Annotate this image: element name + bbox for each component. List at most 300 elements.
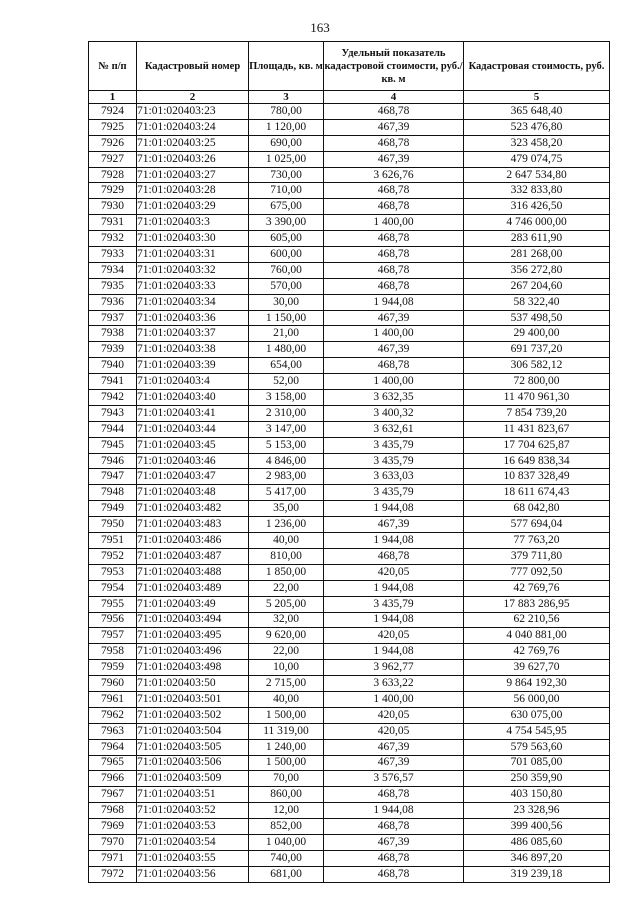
cadastral-number-cell: 71:01:020403:31 — [137, 247, 249, 263]
cadastral-value-cell: 356 272,80 — [464, 262, 610, 278]
specific-value-cell: 468,78 — [324, 850, 464, 866]
cadastral-value-cell: 23 328,96 — [464, 803, 610, 819]
table-row — [89, 707, 610, 723]
specific-value-cell: 3 400,32 — [324, 405, 464, 421]
cadastral-number-cell: 71:01:020403:53 — [137, 819, 249, 835]
row-number-cell: 7963 — [89, 723, 137, 739]
area-cell: 760,00 — [249, 262, 324, 278]
table-row — [89, 104, 610, 120]
table-row — [89, 739, 610, 755]
cadastral-number-cell: 71:01:020403:25 — [137, 135, 249, 151]
area-cell: 852,00 — [249, 819, 324, 835]
cadastral-value-cell: 579 563,60 — [464, 739, 610, 755]
column-number: 2 — [137, 91, 249, 104]
area-cell: 675,00 — [249, 199, 324, 215]
specific-value-cell: 1 400,00 — [324, 374, 464, 390]
cadastral-value-cell: 42 769,76 — [464, 580, 610, 596]
row-number-cell: 7930 — [89, 199, 137, 215]
area-cell: 5 417,00 — [249, 485, 324, 501]
cadastral-value-cell: 365 648,40 — [464, 104, 610, 120]
table-row — [89, 358, 610, 374]
cadastral-value-cell: 56 000,00 — [464, 691, 610, 707]
header-cadastral-number: Кадастровый номер — [137, 42, 249, 91]
area-cell: 3 147,00 — [249, 421, 324, 437]
cadastral-value-cell: 4 040 881,00 — [464, 628, 610, 644]
specific-value-cell: 467,39 — [324, 119, 464, 135]
cadastral-number-cell: 71:01:020403:486 — [137, 533, 249, 549]
cadastral-value-cell: 16 649 838,34 — [464, 453, 610, 469]
row-number-cell: 7941 — [89, 374, 137, 390]
specific-value-cell: 468,78 — [324, 262, 464, 278]
row-number-cell: 7934 — [89, 262, 137, 278]
area-cell: 35,00 — [249, 501, 324, 517]
area-cell: 5 205,00 — [249, 596, 324, 612]
area-cell: 730,00 — [249, 167, 324, 183]
table-row — [89, 564, 610, 580]
cadastral-value-cell: 11 470 961,30 — [464, 390, 610, 406]
specific-value-cell: 3 633,03 — [324, 469, 464, 485]
table-row — [89, 755, 610, 771]
column-number: 1 — [89, 91, 137, 104]
row-number-cell: 7939 — [89, 342, 137, 358]
cadastral-value-cell: 4 746 000,00 — [464, 215, 610, 231]
cadastral-number-cell: 71:01:020403:45 — [137, 437, 249, 453]
cadastral-number-cell: 71:01:020403:489 — [137, 580, 249, 596]
cadastral-number-cell: 71:01:020403:40 — [137, 390, 249, 406]
cadastral-number-cell: 71:01:020403:26 — [137, 151, 249, 167]
row-number-cell: 7972 — [89, 866, 137, 882]
area-cell: 1 500,00 — [249, 707, 324, 723]
row-number-cell: 7940 — [89, 358, 137, 374]
cadastral-value-cell: 379 711,80 — [464, 548, 610, 564]
cadastral-value-cell: 577 694,04 — [464, 517, 610, 533]
table-header-row — [89, 42, 610, 91]
cadastral-number-cell: 71:01:020403:501 — [137, 691, 249, 707]
specific-value-cell: 3 962,77 — [324, 660, 464, 676]
cadastral-value-cell: 17 704 625,87 — [464, 437, 610, 453]
area-cell: 681,00 — [249, 866, 324, 882]
column-number: 4 — [324, 91, 464, 104]
row-number-cell: 7924 — [89, 104, 137, 120]
table-row — [89, 183, 610, 199]
row-number-cell: 7945 — [89, 437, 137, 453]
specific-value-cell: 3 576,57 — [324, 771, 464, 787]
specific-value-cell: 1 400,00 — [324, 215, 464, 231]
area-cell: 690,00 — [249, 135, 324, 151]
cadastral-value-cell: 332 833,80 — [464, 183, 610, 199]
header-number: № п/п — [89, 42, 137, 91]
area-cell: 600,00 — [249, 247, 324, 263]
column-number-row — [89, 91, 610, 104]
area-cell: 40,00 — [249, 533, 324, 549]
table-row — [89, 803, 610, 819]
cadastral-value-cell: 346 897,20 — [464, 850, 610, 866]
cadastral-value-cell: 11 431 823,67 — [464, 421, 610, 437]
specific-value-cell: 468,78 — [324, 135, 464, 151]
cadastral-number-cell: 71:01:020403:23 — [137, 104, 249, 120]
specific-value-cell: 467,39 — [324, 517, 464, 533]
specific-value-cell: 467,39 — [324, 834, 464, 850]
specific-value-cell: 467,39 — [324, 310, 464, 326]
column-number: 5 — [464, 91, 610, 104]
cadastral-number-cell: 71:01:020403:483 — [137, 517, 249, 533]
table-row — [89, 215, 610, 231]
specific-value-cell: 420,05 — [324, 723, 464, 739]
table-row — [89, 247, 610, 263]
cadastral-value-cell: 58 322,40 — [464, 294, 610, 310]
specific-value-cell: 1 944,08 — [324, 501, 464, 517]
area-cell: 70,00 — [249, 771, 324, 787]
table-row — [89, 485, 610, 501]
specific-value-cell: 468,78 — [324, 183, 464, 199]
area-cell: 22,00 — [249, 580, 324, 596]
cadastral-value-cell: 68 042,80 — [464, 501, 610, 517]
table-row — [89, 771, 610, 787]
area-cell: 1 480,00 — [249, 342, 324, 358]
row-number-cell: 7946 — [89, 453, 137, 469]
specific-value-cell: 468,78 — [324, 278, 464, 294]
specific-value-cell: 1 944,08 — [324, 294, 464, 310]
cadastral-number-cell: 71:01:020403:50 — [137, 676, 249, 692]
row-number-cell: 7942 — [89, 390, 137, 406]
row-number-cell: 7951 — [89, 533, 137, 549]
specific-value-cell: 420,05 — [324, 707, 464, 723]
table-row — [89, 580, 610, 596]
table-row — [89, 342, 610, 358]
specific-value-cell: 1 944,08 — [324, 803, 464, 819]
cadastral-number-cell: 71:01:020403:28 — [137, 183, 249, 199]
row-number-cell: 7965 — [89, 755, 137, 771]
area-cell: 32,00 — [249, 612, 324, 628]
area-cell: 1 040,00 — [249, 834, 324, 850]
table-row — [89, 501, 610, 517]
header-cadastral-value: Кадастровая стоимость, руб. — [464, 42, 610, 91]
table-row — [89, 151, 610, 167]
cadastral-number-cell: 71:01:020403:46 — [137, 453, 249, 469]
row-number-cell: 7932 — [89, 231, 137, 247]
area-cell: 780,00 — [249, 104, 324, 120]
row-number-cell: 7969 — [89, 819, 137, 835]
area-cell: 2 715,00 — [249, 676, 324, 692]
row-number-cell: 7948 — [89, 485, 137, 501]
cadastral-value-cell: 2 647 534,80 — [464, 167, 610, 183]
cadastral-number-cell: 71:01:020403:38 — [137, 342, 249, 358]
cadastral-number-cell: 71:01:020403:505 — [137, 739, 249, 755]
cadastral-number-cell: 71:01:020403:509 — [137, 771, 249, 787]
table-row — [89, 167, 610, 183]
specific-value-cell: 420,05 — [324, 564, 464, 580]
table-row — [89, 612, 610, 628]
cadastral-value-cell: 630 075,00 — [464, 707, 610, 723]
row-number-cell: 7962 — [89, 707, 137, 723]
area-cell: 9 620,00 — [249, 628, 324, 644]
cadastral-value-table — [88, 41, 610, 883]
cadastral-number-cell: 71:01:020403:494 — [137, 612, 249, 628]
cadastral-number-cell: 71:01:020403:55 — [137, 850, 249, 866]
area-cell: 40,00 — [249, 691, 324, 707]
specific-value-cell: 420,05 — [324, 628, 464, 644]
row-number-cell: 7949 — [89, 501, 137, 517]
row-number-cell: 7947 — [89, 469, 137, 485]
specific-value-cell: 1 944,08 — [324, 612, 464, 628]
cadastral-value-cell: 403 150,80 — [464, 787, 610, 803]
cadastral-number-cell: 71:01:020403:4 — [137, 374, 249, 390]
header-area: Площадь, кв. м — [249, 42, 324, 91]
specific-value-cell: 468,78 — [324, 247, 464, 263]
area-cell: 11 319,00 — [249, 723, 324, 739]
area-cell: 570,00 — [249, 278, 324, 294]
cadastral-number-cell: 71:01:020403:41 — [137, 405, 249, 421]
cadastral-value-cell: 10 837 328,49 — [464, 469, 610, 485]
area-cell: 1 236,00 — [249, 517, 324, 533]
table-row — [89, 405, 610, 421]
row-number-cell: 7964 — [89, 739, 137, 755]
area-cell: 605,00 — [249, 231, 324, 247]
row-number-cell: 7943 — [89, 405, 137, 421]
area-cell: 10,00 — [249, 660, 324, 676]
table-row — [89, 390, 610, 406]
cadastral-number-cell: 71:01:020403:506 — [137, 755, 249, 771]
table-row — [89, 469, 610, 485]
specific-value-cell: 468,78 — [324, 104, 464, 120]
cadastral-value-cell: 323 458,20 — [464, 135, 610, 151]
cadastral-number-cell: 71:01:020403:48 — [137, 485, 249, 501]
cadastral-number-cell: 71:01:020403:51 — [137, 787, 249, 803]
area-cell: 810,00 — [249, 548, 324, 564]
row-number-cell: 7931 — [89, 215, 137, 231]
cadastral-value-cell: 486 085,60 — [464, 834, 610, 850]
specific-value-cell: 468,78 — [324, 819, 464, 835]
area-cell: 710,00 — [249, 183, 324, 199]
cadastral-number-cell: 71:01:020403:24 — [137, 119, 249, 135]
area-cell: 30,00 — [249, 294, 324, 310]
area-cell: 52,00 — [249, 374, 324, 390]
table-row — [89, 660, 610, 676]
table-row — [89, 437, 610, 453]
cadastral-value-cell: 9 864 192,30 — [464, 676, 610, 692]
row-number-cell: 7925 — [89, 119, 137, 135]
cadastral-number-cell: 71:01:020403:37 — [137, 326, 249, 342]
cadastral-number-cell: 71:01:020403:56 — [137, 866, 249, 882]
cadastral-number-cell: 71:01:020403:488 — [137, 564, 249, 580]
specific-value-cell: 3 633,22 — [324, 676, 464, 692]
cadastral-value-cell: 319 239,18 — [464, 866, 610, 882]
column-number: 3 — [249, 91, 324, 104]
row-number-cell: 7933 — [89, 247, 137, 263]
row-number-cell: 7966 — [89, 771, 137, 787]
cadastral-number-cell: 71:01:020403:36 — [137, 310, 249, 326]
area-cell: 740,00 — [249, 850, 324, 866]
cadastral-number-cell: 71:01:020403:47 — [137, 469, 249, 485]
row-number-cell: 7952 — [89, 548, 137, 564]
table-row — [89, 834, 610, 850]
row-number-cell: 7960 — [89, 676, 137, 692]
area-cell: 860,00 — [249, 787, 324, 803]
area-cell: 4 846,00 — [249, 453, 324, 469]
row-number-cell: 7936 — [89, 294, 137, 310]
cadastral-value-cell: 267 204,60 — [464, 278, 610, 294]
row-number-cell: 7928 — [89, 167, 137, 183]
specific-value-cell: 467,39 — [324, 755, 464, 771]
cadastral-number-cell: 71:01:020403:34 — [137, 294, 249, 310]
specific-value-cell: 1 400,00 — [324, 326, 464, 342]
table-row — [89, 691, 610, 707]
page-number: 163 — [310, 20, 330, 35]
row-number-cell: 7968 — [89, 803, 137, 819]
row-number-cell: 7927 — [89, 151, 137, 167]
row-number-cell: 7957 — [89, 628, 137, 644]
cadastral-number-cell: 71:01:020403:49 — [137, 596, 249, 612]
cadastral-number-cell: 71:01:020403:30 — [137, 231, 249, 247]
cadastral-value-cell: 39 627,70 — [464, 660, 610, 676]
specific-value-cell: 3 626,76 — [324, 167, 464, 183]
specific-value-cell: 3 435,79 — [324, 596, 464, 612]
cadastral-value-cell: 62 210,56 — [464, 612, 610, 628]
specific-value-cell: 3 435,79 — [324, 485, 464, 501]
table-row — [89, 135, 610, 151]
table-row — [89, 644, 610, 660]
table-row — [89, 850, 610, 866]
cadastral-value-cell: 250 359,90 — [464, 771, 610, 787]
cadastral-value-cell: 77 763,20 — [464, 533, 610, 549]
cadastral-value-cell: 777 092,50 — [464, 564, 610, 580]
table-row — [89, 231, 610, 247]
area-cell: 1 120,00 — [249, 119, 324, 135]
table-row — [89, 294, 610, 310]
row-number-cell: 7955 — [89, 596, 137, 612]
specific-value-cell: 468,78 — [324, 866, 464, 882]
specific-value-cell: 3 435,79 — [324, 437, 464, 453]
cadastral-number-cell: 71:01:020403:3 — [137, 215, 249, 231]
specific-value-cell: 3 435,79 — [324, 453, 464, 469]
cadastral-number-cell: 71:01:020403:498 — [137, 660, 249, 676]
table-row — [89, 676, 610, 692]
row-number-cell: 7944 — [89, 421, 137, 437]
cadastral-value-cell: 18 611 674,43 — [464, 485, 610, 501]
row-number-cell: 7956 — [89, 612, 137, 628]
table-row — [89, 262, 610, 278]
cadastral-number-cell: 71:01:020403:52 — [137, 803, 249, 819]
specific-value-cell: 1 944,08 — [324, 533, 464, 549]
cadastral-number-cell: 71:01:020403:502 — [137, 707, 249, 723]
table-body — [89, 104, 610, 883]
table-row — [89, 596, 610, 612]
table-row — [89, 310, 610, 326]
table-row — [89, 548, 610, 564]
table-row — [89, 421, 610, 437]
row-number-cell: 7958 — [89, 644, 137, 660]
cadastral-value-cell: 701 085,00 — [464, 755, 610, 771]
specific-value-cell: 467,39 — [324, 342, 464, 358]
row-number-cell: 7967 — [89, 787, 137, 803]
area-cell: 1 500,00 — [249, 755, 324, 771]
cadastral-number-cell: 71:01:020403:504 — [137, 723, 249, 739]
row-number-cell: 7937 — [89, 310, 137, 326]
specific-value-cell: 467,39 — [324, 739, 464, 755]
specific-value-cell: 1 944,08 — [324, 580, 464, 596]
cadastral-value-cell: 29 400,00 — [464, 326, 610, 342]
cadastral-value-cell: 691 737,20 — [464, 342, 610, 358]
cadastral-value-cell: 72 800,00 — [464, 374, 610, 390]
row-number-cell: 7926 — [89, 135, 137, 151]
header-specific-value: Удельный показатель кадастровой стоимости, руб./кв. м — [324, 42, 464, 91]
table-row — [89, 533, 610, 549]
area-cell: 2 310,00 — [249, 405, 324, 421]
cadastral-value-cell: 283 611,90 — [464, 231, 610, 247]
table-row — [89, 199, 610, 215]
table-row — [89, 628, 610, 644]
specific-value-cell: 468,78 — [324, 787, 464, 803]
cadastral-value-cell: 7 854 739,20 — [464, 405, 610, 421]
cadastral-number-cell: 71:01:020403:33 — [137, 278, 249, 294]
cadastral-number-cell: 71:01:020403:496 — [137, 644, 249, 660]
specific-value-cell: 467,39 — [324, 151, 464, 167]
cadastral-value-cell: 537 498,50 — [464, 310, 610, 326]
area-cell: 654,00 — [249, 358, 324, 374]
table-row — [89, 517, 610, 533]
row-number-cell: 7954 — [89, 580, 137, 596]
cadastral-value-cell: 316 426,50 — [464, 199, 610, 215]
cadastral-value-cell: 42 769,76 — [464, 644, 610, 660]
table-row — [89, 453, 610, 469]
table-row — [89, 866, 610, 882]
row-number-cell: 7938 — [89, 326, 137, 342]
specific-value-cell: 3 632,61 — [324, 421, 464, 437]
row-number-cell: 7970 — [89, 834, 137, 850]
specific-value-cell: 3 632,35 — [324, 390, 464, 406]
cadastral-value-cell: 281 268,00 — [464, 247, 610, 263]
area-cell: 2 983,00 — [249, 469, 324, 485]
cadastral-number-cell: 71:01:020403:27 — [137, 167, 249, 183]
table-row — [89, 374, 610, 390]
specific-value-cell: 468,78 — [324, 548, 464, 564]
cadastral-value-cell: 479 074,75 — [464, 151, 610, 167]
area-cell: 21,00 — [249, 326, 324, 342]
area-cell: 1 240,00 — [249, 739, 324, 755]
row-number-cell: 7961 — [89, 691, 137, 707]
area-cell: 1 025,00 — [249, 151, 324, 167]
area-cell: 1 850,00 — [249, 564, 324, 580]
area-cell: 1 150,00 — [249, 310, 324, 326]
row-number-cell: 7971 — [89, 850, 137, 866]
cadastral-number-cell: 71:01:020403:54 — [137, 834, 249, 850]
cadastral-value-cell: 4 754 545,95 — [464, 723, 610, 739]
area-cell: 3 158,00 — [249, 390, 324, 406]
cadastral-value-cell: 17 883 286,95 — [464, 596, 610, 612]
cadastral-value-cell: 399 400,56 — [464, 819, 610, 835]
area-cell: 22,00 — [249, 644, 324, 660]
cadastral-number-cell: 71:01:020403:44 — [137, 421, 249, 437]
specific-value-cell: 1 400,00 — [324, 691, 464, 707]
cadastral-number-cell: 71:01:020403:39 — [137, 358, 249, 374]
specific-value-cell: 468,78 — [324, 199, 464, 215]
row-number-cell: 7950 — [89, 517, 137, 533]
row-number-cell: 7959 — [89, 660, 137, 676]
table-row — [89, 326, 610, 342]
cadastral-value-cell: 306 582,12 — [464, 358, 610, 374]
cadastral-number-cell: 71:01:020403:482 — [137, 501, 249, 517]
cadastral-number-cell: 71:01:020403:495 — [137, 628, 249, 644]
specific-value-cell: 468,78 — [324, 231, 464, 247]
specific-value-cell: 1 944,08 — [324, 644, 464, 660]
cadastral-value-cell: 523 476,80 — [464, 119, 610, 135]
table-row — [89, 819, 610, 835]
cadastral-number-cell: 71:01:020403:487 — [137, 548, 249, 564]
row-number-cell: 7929 — [89, 183, 137, 199]
area-cell: 5 153,00 — [249, 437, 324, 453]
cadastral-number-cell: 71:01:020403:32 — [137, 262, 249, 278]
area-cell: 3 390,00 — [249, 215, 324, 231]
